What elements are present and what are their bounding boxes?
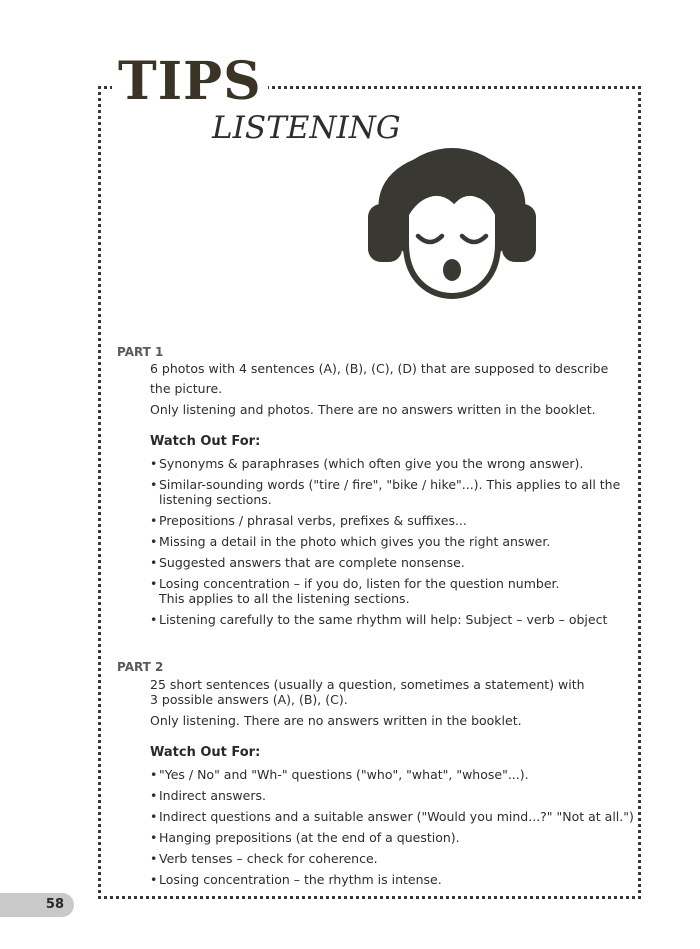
part1-bullet: • Similar-sounding words ("tire / fire", "bike / hike"...). This applies to all the (150, 477, 621, 492)
part1-bullet: • Losing concentration – if you do, listen for the question number. (150, 576, 560, 591)
part2-bullet: • Indirect answers. (150, 788, 266, 803)
headphones-face-icon (362, 120, 542, 305)
part1-bullet: • Synonyms & paraphrases (which often give you the wrong answer). (150, 456, 584, 471)
part1-bullet-continued: This applies to all the listening sections. (159, 591, 410, 606)
part2-desc-line2: 3 possible answers (A), (B), (C). (150, 692, 348, 707)
part1-watch-label: Watch Out For: (150, 434, 261, 449)
part1-bullet-continued: listening sections. (159, 492, 272, 507)
part2-bullet: • "Yes / No" and "Wh-" questions ("who", "what", "whose"...). (150, 767, 529, 782)
part2-bullet: • Indirect questions and a suitable answer ("Would you mind...?" "Not at all.") (150, 809, 634, 824)
part1-desc-line2: the picture. (150, 381, 223, 396)
part1-bullet: • Suggested answers that are complete nonsense. (150, 555, 465, 570)
part2-desc-line3: Only listening. There are no answers written in the booklet. (150, 713, 522, 728)
page-title: TIPS (112, 52, 268, 112)
part1-bullet: • Prepositions / phrasal verbs, prefixes & suffixes... (150, 513, 467, 528)
part1-bullet: • Listening carefully to the same rhythm will help: Subject – verb – object (150, 612, 608, 627)
part2-bullet: • Losing concentration – the rhythm is intense. (150, 872, 442, 887)
page-number-tab (0, 893, 74, 917)
part1-bullet: • Missing a detail in the photo which gives you the right answer. (150, 534, 551, 549)
part2-desc-line1: 25 short sentences (usually a question, sometimes a statement) with (150, 677, 585, 692)
part1-desc-line1: 6 photos with 4 sentences (A), (B), (C), (D) that are supposed to describe (150, 361, 609, 376)
part2-watch-label: Watch Out For: (150, 745, 261, 760)
part2-bullet: • Verb tenses – check for coherence. (150, 851, 378, 866)
part2-bullet: • Hanging prepositions (at the end of a question). (150, 830, 460, 845)
page-number: 58 (45, 897, 64, 912)
part1-desc-line3: Only listening and photos. There are no answers written in the booklet. (150, 402, 596, 417)
page-subtitle: LISTENING (212, 110, 401, 146)
part1-label: PART 1 (117, 345, 164, 359)
part2-label: PART 2 (117, 660, 164, 674)
